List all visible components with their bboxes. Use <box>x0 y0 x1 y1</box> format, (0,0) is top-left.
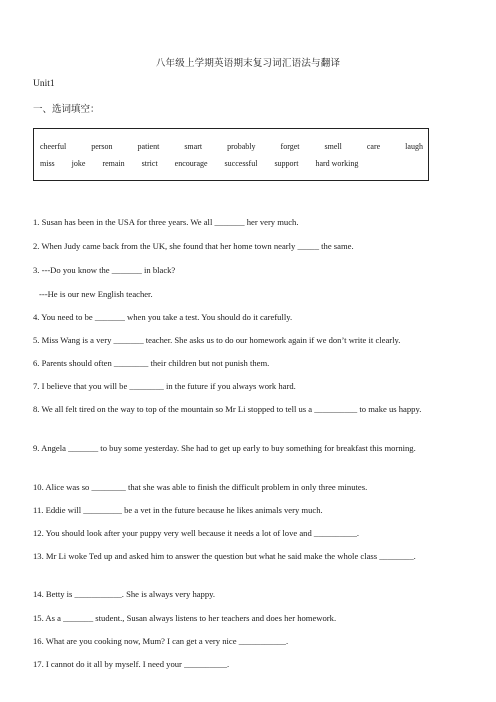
page-title: 八年级上学期英语期末复习词汇语法与翻译 <box>155 59 341 69</box>
question-12: 12. You should look after your puppy very well because it needs a lot of love and __________. <box>33 528 360 538</box>
question-11: 11. Eddie will _________ be a vet in the future because he likes animals very much. <box>33 505 323 515</box>
word-bank-item: cheerful <box>40 142 67 151</box>
word-bank-item: smell <box>324 142 342 151</box>
question-5: 5. Miss Wang is a very _______ teacher. She asks us to do our homework again if we don’t write it clearly. <box>33 335 401 345</box>
unit-heading: Unit1 <box>33 79 55 89</box>
question-10: 10. Alice was so ________ that she was able to finish the difficult problem in only three minutes. <box>33 482 368 492</box>
question-6: 6. Parents should often ________ their children but not punish them. <box>33 358 270 368</box>
question-2: 2. When Judy came back from the UK, she found that her home town nearly _____ the same. <box>33 241 354 251</box>
word-bank-row-2 <box>34 159 428 168</box>
word-bank-item: remain <box>102 159 125 168</box>
question-14: 14. Betty is ___________. She is always very happy. <box>33 589 216 599</box>
word-bank-item: encourage <box>174 159 208 168</box>
word-bank-item: hard working <box>315 159 359 168</box>
word-bank-item: strict <box>141 159 158 168</box>
word-bank-item: person <box>91 142 113 151</box>
word-bank-item: probably <box>227 142 256 151</box>
word-bank-item: support <box>274 159 299 168</box>
question-4: 4. You need to be _______ when you take a test. You should do it carefully. <box>33 312 293 322</box>
word-bank-item: forget <box>280 142 300 151</box>
question-9: 9. Angela _______ to buy some yesterday. She had to get up early to buy something for breakfast this morning. <box>33 443 416 453</box>
word-bank-item: smart <box>184 142 203 151</box>
word-bank-item: miss <box>40 159 55 168</box>
question-7: 7. I believe that you will be ________ in the future if you always work hard. <box>33 381 296 391</box>
word-bank-item: laugh <box>405 142 423 151</box>
question-1: 1. Susan has been in the USA for three years. We all _______ her very much. <box>33 217 299 227</box>
section-heading: 一、选词填空： <box>33 105 100 115</box>
word-bank-item: care <box>366 142 381 151</box>
question-16: 16. What are you cooking now, Mum? I can get a very nice ___________. <box>33 636 289 646</box>
word-bank-item: patient <box>137 142 160 151</box>
question-3-answer: ---He is our new English teacher. <box>39 289 153 299</box>
word-bank-item: joke <box>71 159 86 168</box>
question-8: 8. We all felt tired on the way to top of the mountain so Mr Li stopped to tell us a __________ to make us happy. <box>33 404 422 414</box>
question-13: 13. Mr Li woke Ted up and asked him to answer the question but what he said make the whole class ________. <box>33 551 416 561</box>
question-3: 3. ---Do you know the _______ in black? <box>33 265 176 275</box>
question-15: 15. As a _______ student., Susan always listens to her teachers and does her homework. <box>33 613 337 623</box>
question-17: 17. I cannot do it all by myself. I need your __________. <box>33 659 230 669</box>
word-bank-row-1 <box>34 142 428 151</box>
word-bank-box <box>33 128 429 181</box>
word-bank-item: successful <box>224 159 258 168</box>
